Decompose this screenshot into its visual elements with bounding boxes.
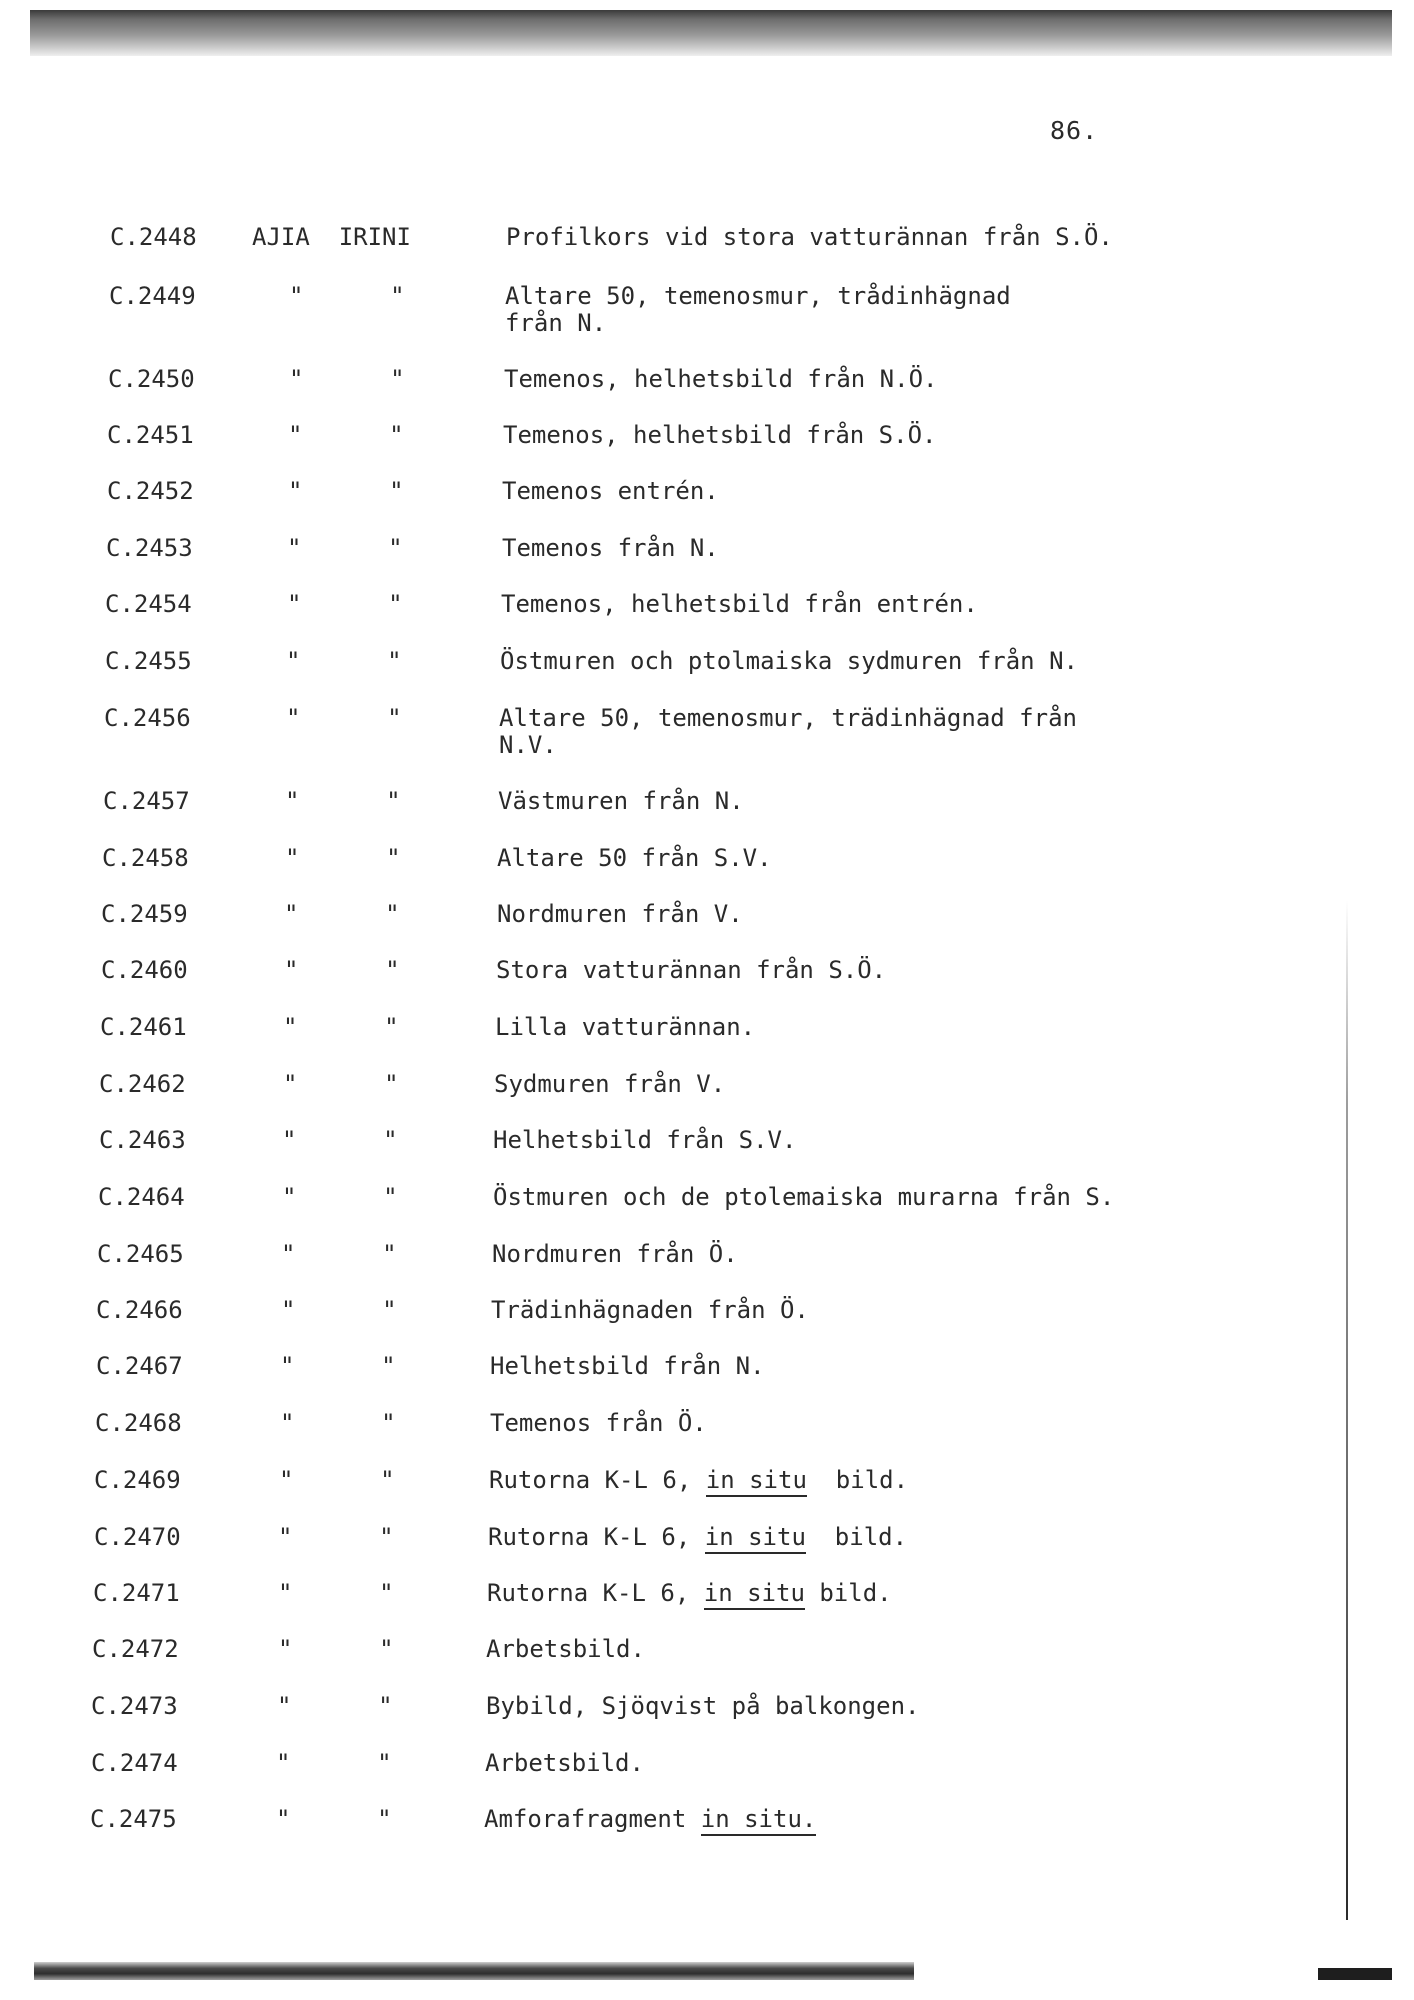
entry-number: C.2461 <box>100 1013 187 1041</box>
page-number: 86. <box>1050 116 1099 145</box>
entry-description <box>497 901 743 928</box>
entry-description-line: Nordmuren från Ö. <box>492 1240 738 1268</box>
entry-number: C.2475 <box>90 1805 177 1833</box>
underlined-term: in situ. <box>701 1805 817 1836</box>
scan-edge-top <box>30 10 1392 56</box>
entry-site: " " <box>282 1126 398 1154</box>
entry-description-line: Östmuren och de ptolemaiska murarna från S. <box>493 1183 1115 1211</box>
entry-description <box>504 366 937 393</box>
entry-description-line: Altare 50, temenosmur, trådinhägnad <box>505 282 1011 310</box>
entry-description <box>497 845 772 872</box>
entry-description <box>498 788 744 815</box>
underlined-term: in situ <box>704 1579 805 1610</box>
entry-description-text: Rutorna K-L 6, <box>489 1466 706 1494</box>
entry-site: " " <box>288 421 404 449</box>
entry-description <box>484 1806 816 1833</box>
entry-description-text: Amforafragment <box>484 1805 701 1833</box>
entry-number: C.2463 <box>99 1126 186 1154</box>
entry-description-text: Rutorna K-L 6, <box>487 1579 704 1607</box>
entry-description-suffix: bild. <box>804 1579 892 1607</box>
entry-description-suffix: bild. <box>805 1523 908 1551</box>
entry-description-line: Temenos, helhetsbild från S.Ö. <box>503 421 937 449</box>
entry-description <box>505 283 1011 337</box>
entry-number: C.2450 <box>108 365 195 393</box>
entry-number: C.2467 <box>96 1352 183 1380</box>
entry-description <box>503 422 936 449</box>
entry-site: " " <box>284 956 400 984</box>
entry-site: " " <box>284 900 400 928</box>
entry-number: C.2468 <box>95 1409 182 1437</box>
entry-number: C.2453 <box>106 534 193 562</box>
entry-description-line: N.V. <box>499 731 557 759</box>
entry-number: C.2464 <box>98 1183 185 1211</box>
underlined-term: in situ <box>705 1523 806 1554</box>
entry-site: " " <box>281 1240 397 1268</box>
entry-number: C.2451 <box>107 421 194 449</box>
entry-description <box>493 1127 796 1154</box>
entry-description <box>494 1071 725 1098</box>
entry-site: " " <box>287 534 403 562</box>
entry-site: " " <box>288 477 404 505</box>
entry-site: " " <box>277 1692 393 1720</box>
entry-description-line: Profilkors vid stora vatturännan från S.Ö. <box>506 223 1113 251</box>
entry-number: C.2455 <box>105 647 192 675</box>
entry-site: " " <box>289 282 405 310</box>
entry-description <box>489 1467 908 1494</box>
entry-number: C.2452 <box>107 477 194 505</box>
entry-description <box>486 1636 645 1663</box>
entry-number: C.2470 <box>94 1523 181 1551</box>
entry-number: C.2473 <box>91 1692 178 1720</box>
entry-description <box>501 591 978 618</box>
entry-description <box>487 1580 892 1607</box>
entry-site: " " <box>286 647 402 675</box>
entry-description <box>493 1184 1114 1211</box>
entry-description-line: Temenos, helhetsbild från entrén. <box>501 590 978 618</box>
entry-description-line: Helhetsbild från N. <box>490 1352 765 1380</box>
entry-number: C.2462 <box>99 1070 186 1098</box>
entry-description-line: Temenos, helhetsbild från N.Ö. <box>504 365 938 393</box>
entry-site: " " <box>276 1749 392 1777</box>
entry-site: " " <box>278 1579 394 1607</box>
entry-number: C.2465 <box>97 1240 184 1268</box>
entry-number: C.2454 <box>105 590 192 618</box>
entry-number: C.2456 <box>104 704 191 732</box>
entry-description <box>495 1014 755 1041</box>
entry-description-line: Helhetsbild från S.V. <box>493 1126 797 1154</box>
entry-site: " " <box>276 1805 392 1833</box>
entry-number: C.2448 <box>110 223 197 251</box>
entry-description-line: Altare 50 från S.V. <box>497 844 772 872</box>
entry-number: C.2458 <box>102 844 189 872</box>
entry-number: C.2449 <box>109 282 196 310</box>
entry-site: " " <box>286 704 402 732</box>
entry-site: " " <box>285 787 401 815</box>
entry-description <box>488 1524 907 1551</box>
entry-description <box>486 1693 919 1720</box>
entry-description-line: Östmuren och ptolmaiska sydmuren från N. <box>500 647 1078 675</box>
entry-description <box>502 478 719 505</box>
entry-number: C.2460 <box>101 956 188 984</box>
entry-description-line: från N. <box>505 309 607 337</box>
entry-description <box>496 957 886 984</box>
entry-site: " " <box>280 1409 396 1437</box>
entry-number: C.2469 <box>94 1466 181 1494</box>
scan-edge-bottom <box>34 1962 914 1980</box>
entry-description <box>491 1297 809 1324</box>
entry-description <box>490 1410 707 1437</box>
entry-site: " " <box>279 1466 395 1494</box>
entry-number: C.2459 <box>101 900 188 928</box>
entry-site: AJIA IRINI <box>252 223 411 251</box>
entry-site: " " <box>278 1523 394 1551</box>
entry-description-line: Lilla vatturännan. <box>495 1013 756 1041</box>
underlined-term: in situ <box>706 1466 807 1497</box>
entry-site: " " <box>280 1352 396 1380</box>
entry-site: " " <box>285 844 401 872</box>
entry-description <box>502 535 719 562</box>
entry-description <box>490 1353 765 1380</box>
entry-description-line: Sydmuren från V. <box>494 1070 726 1098</box>
entry-description <box>499 705 1077 759</box>
entry-description <box>506 224 1113 251</box>
entry-description-text: Rutorna K-L 6, <box>488 1523 705 1551</box>
entry-description-line: Västmuren från N. <box>498 787 744 815</box>
entry-description-line: Temenos från Ö. <box>490 1409 707 1437</box>
entry-description <box>485 1750 644 1777</box>
entry-site: " " <box>289 365 405 393</box>
scan-edge-bottom-right <box>1318 1968 1392 1980</box>
entry-number: C.2466 <box>96 1296 183 1324</box>
entry-description-line: Stora vatturännan från S.Ö. <box>496 956 887 984</box>
entry-description-line: Temenos entrén. <box>502 477 719 505</box>
entry-number: C.2457 <box>103 787 190 815</box>
entry-number: C.2474 <box>91 1749 178 1777</box>
entry-description <box>500 648 1078 675</box>
entry-description-line: Temenos från N. <box>502 534 719 562</box>
entry-site: " " <box>287 590 403 618</box>
entry-description-line: Nordmuren från V. <box>497 900 743 928</box>
entry-site: " " <box>278 1635 394 1663</box>
entry-number: C.2471 <box>93 1579 180 1607</box>
entry-site: " " <box>283 1013 399 1041</box>
entry-description-line: Arbetsbild. <box>485 1749 644 1777</box>
entry-description-line: Arbetsbild. <box>486 1635 645 1663</box>
entry-description-line: Altare 50, temenosmur, trädinhägnad från <box>499 704 1077 732</box>
entry-description-suffix: bild. <box>806 1466 909 1494</box>
entry-number: C.2472 <box>92 1635 179 1663</box>
entry-description <box>492 1241 738 1268</box>
entry-description-line: Trädinhägnaden från Ö. <box>491 1296 809 1324</box>
scan-edge-right <box>1346 900 1348 1920</box>
entry-site: " " <box>283 1070 399 1098</box>
entry-site: " " <box>282 1183 398 1211</box>
entry-description-line: Bybild, Sjöqvist på balkongen. <box>486 1692 920 1720</box>
entry-site: " " <box>281 1296 397 1324</box>
